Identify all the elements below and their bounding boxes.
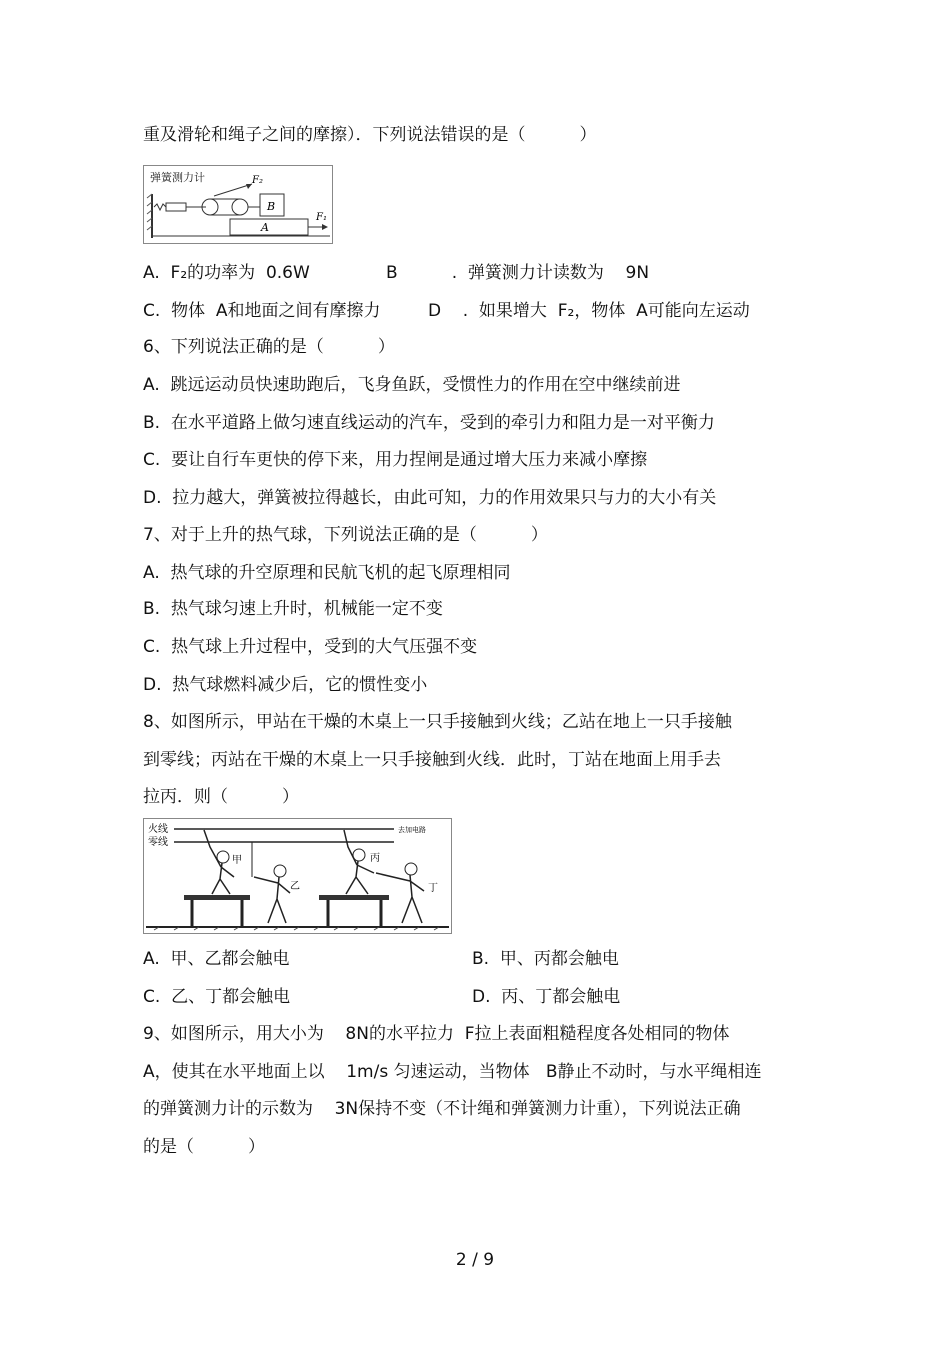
label-ding: 丁 bbox=[428, 883, 438, 894]
question-9-line4: 的是（ ） bbox=[143, 1137, 266, 1157]
question-7: 7、对于上升的热气球，下列说法正确的是（ ） bbox=[143, 525, 548, 545]
option-8b: B. 甲、丙都会触电 bbox=[472, 949, 619, 969]
option-6b: B. 在水平道路上做匀速直线运动的汽车，受到的牵引力和阻力是一对平衡力 bbox=[143, 413, 715, 433]
option-6c: C. 要让自行车更快的停下来，用力捏闸是通过增大压力来减小摩擦 bbox=[143, 450, 648, 470]
option-5a: A. F₂的功率为 0.6W bbox=[143, 263, 310, 283]
question-6: 6、下列说法正确的是（ ） bbox=[143, 337, 395, 357]
person-jia-body bbox=[204, 830, 234, 894]
option-7b: B. 热气球匀速上升时，机械能一定不变 bbox=[143, 599, 443, 619]
person-yi-head bbox=[274, 865, 286, 877]
circuit-label: 去加电路 bbox=[398, 826, 426, 834]
electric-shock-diagram bbox=[143, 818, 452, 934]
person-jia-head bbox=[217, 851, 229, 863]
option-5b: B . 弹簧测力计读数为 9N bbox=[386, 263, 650, 283]
option-5c: C. 物体 A和地面之间有摩擦力 bbox=[143, 301, 381, 321]
question-8-line2: 到零线；丙站在干燥的木桌上一只手接触到火线．此时，丁站在地面上用手去 bbox=[143, 750, 721, 770]
f2-label: F₂ bbox=[252, 175, 263, 186]
pulley-diagram bbox=[143, 165, 333, 244]
fig1-title: 弹簧测力计 bbox=[150, 171, 205, 184]
f1-arrowhead bbox=[322, 224, 328, 230]
option-8d: D. 丙、丁都会触电 bbox=[472, 987, 621, 1007]
question-9-line2: A，使其在水平地面上以 1m/s 匀速运动，当物体 B静止不动时，与水平绳相连 bbox=[143, 1062, 762, 1082]
label-yi: 乙 bbox=[290, 881, 300, 892]
option-7c: C. 热气球上升过程中，受到的大气压强不变 bbox=[143, 637, 478, 657]
table-1-top bbox=[184, 895, 250, 900]
label-bing: 丙 bbox=[370, 853, 380, 864]
spring-scale bbox=[166, 203, 186, 211]
option-6d: D. 拉力越大，弹簧被拉得越长，由此可知，力的作用效果只与力的大小有关 bbox=[143, 488, 717, 508]
person-yi-body bbox=[254, 877, 290, 923]
page-number: 2 / 9 bbox=[455, 1250, 495, 1270]
text-line: 重及滑轮和绳子之间的摩擦）．下列说法错误的是（ ） bbox=[143, 125, 597, 145]
question-9-line1: 9、如图所示，用大小为 8N的水平拉力 F拉上表面粗糙程度各处相同的物体 bbox=[143, 1024, 730, 1044]
option-7d: D. 热气球燃料减少后，它的惯性变小 bbox=[143, 675, 428, 695]
option-8c: C. 乙、丁都会触电 bbox=[143, 987, 291, 1007]
block-a-label: A bbox=[261, 221, 269, 234]
block-b-label: B bbox=[267, 200, 276, 213]
option-8a: A. 甲、乙都会触电 bbox=[143, 949, 290, 969]
live-wire-label: 火线 bbox=[148, 824, 168, 835]
f2-arrow bbox=[214, 184, 252, 196]
question-8-line3: 拉丙．则（ ） bbox=[143, 787, 300, 807]
f1-label: F₁ bbox=[316, 212, 327, 223]
option-5d: D . 如果增大 F₂，物体 A可能向左运动 bbox=[428, 301, 750, 321]
pulley-right bbox=[232, 199, 248, 215]
table-2-top bbox=[319, 895, 389, 900]
option-6a: A. 跳远运动员快速助跑后，飞身鱼跃，受惯性力的作用在空中继续前进 bbox=[143, 375, 681, 395]
person-ding-head bbox=[405, 863, 417, 875]
neutral-wire-label: 零线 bbox=[148, 837, 168, 848]
label-jia: 甲 bbox=[232, 855, 242, 866]
block-a bbox=[230, 219, 308, 235]
question-8-line1: 8、如图所示，甲站在干燥的木桌上一只手接触到火线；乙站在地上一只手接触 bbox=[143, 712, 732, 732]
option-7a: A. 热气球的升空原理和民航飞机的起飞原理相同 bbox=[143, 563, 511, 583]
question-9-line3: 的弹簧测力计的示数为 3N保持不变（不计绳和弹簧测力计重），下列说法正确 bbox=[143, 1099, 741, 1119]
spring bbox=[154, 204, 166, 210]
